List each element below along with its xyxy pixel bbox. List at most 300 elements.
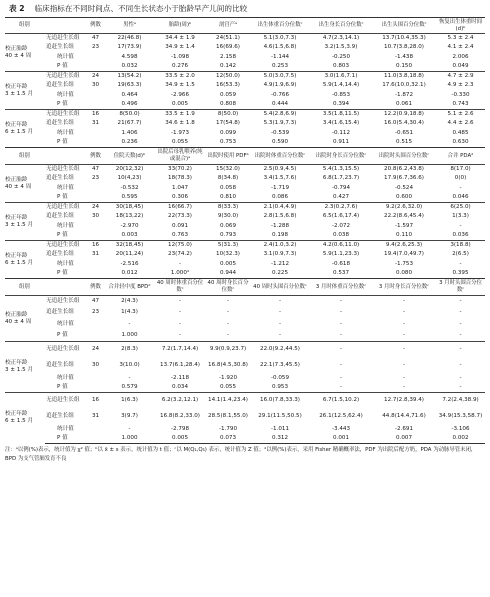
value-cell: -0.853 [331,91,351,98]
count-cell: 16 [86,241,105,251]
row-label: 追赶生长组 [46,251,74,258]
value-cell: 33.5 ± 2.0 [154,72,206,82]
row-label: 无追赶生长组 [45,342,86,358]
column-header: 3 月时头围百分位数ᶜ [436,279,485,296]
row-label: 无追赶生长组 [45,203,86,213]
count-cell [86,91,105,101]
value-cell: 0.464 [121,91,138,98]
value-cell: - [340,374,343,381]
value-cell: 4.2(0.6,11.0) [310,241,372,251]
header-row [5,279,485,296]
row-label: 追赶生长组 [46,413,74,420]
value-cell: 22.2(8.6,45.4) [384,213,424,220]
row-label: 统计值 [57,374,74,381]
value-cell: -1.212 [270,260,290,267]
value-cell: 0.312 [250,434,310,444]
group-label-line: 校正年龄 [5,83,28,90]
column-header: 40 周时头围百分位数ᶜ [250,279,310,296]
group-label-line: 40 ± 4 周 [5,52,32,59]
column-header: 出院时头围百分位数ᶜ [372,148,436,165]
value-cell: -1.288 [270,222,290,229]
value-cell: - [403,374,406,381]
group-label-line: 校正胎龄 [5,45,28,52]
count-cell [86,434,105,444]
value-cell: 0.630 [452,139,469,146]
value-cell: - [459,384,462,391]
column-header: 男性ᵃ [105,18,154,34]
value-cell: 34.9 ± 1.4 [165,44,195,51]
row-label: 统计值 [57,425,74,432]
value-cell: 0.515 [396,139,413,146]
value-cell: -1.098 [170,53,190,60]
catch-up-row [5,110,485,120]
count-cell [86,129,105,139]
statistic-row [5,91,485,101]
column-header: 出生身长百分位数ᶜ [310,18,372,34]
value-cell: - [206,296,250,308]
row-label: 追赶生长组 [46,120,74,127]
value-cell: 3.5(1.8,11.5) [310,110,372,120]
count-cell [86,374,105,384]
statistic-row [5,53,485,63]
value-cell: 29.1(11.5,50.5) [258,413,302,420]
value-cell: 0.055 [172,139,189,146]
value-cell: 13(54.2) [105,72,154,82]
row-label: P 值 [57,139,68,146]
group-header: 组别 [5,18,86,34]
value-cell: 4.7 ± 2.9 [436,72,485,82]
count-cell [86,319,105,331]
value-cell: 3.0(1.6,7.1) [310,72,372,82]
value-cell: 10(32.3) [216,251,240,258]
value-cell: 0.743 [452,101,469,108]
value-cell: 22.0(9.2,44.5) [250,342,310,358]
value-cell: - [128,374,131,381]
value-cell: 0.110 [396,232,413,239]
value-cell: 1(4.3) [121,309,138,316]
group-label [5,110,45,148]
value-cell: 20.8(6.2,43.8) [372,165,436,175]
count-cell [86,330,105,342]
value-cell: - [179,260,182,267]
value-cell: 6.5(1.6,17.4) [322,213,360,220]
statistic-row [5,319,485,331]
group-label-line: 6 ± 1.5 月 [5,128,34,135]
value-cell: 10(4,23) [117,175,142,182]
value-cell: - [154,296,206,308]
value-cell: -1.790 [218,425,238,432]
p-value-row [5,231,485,241]
value-cell: 28.5(8.1,55.0) [208,413,248,420]
value-cell: - [340,362,343,369]
value-cell: 9.2(2.6,32.0) [372,203,436,213]
column-header: 40 周时体重百分位数ᶜ [154,279,206,296]
value-cell: -3.106 [451,425,470,432]
value-cell: -1.597 [394,222,414,229]
row-label: P 值 [57,63,68,70]
value-cell: 12(75.0) [154,241,206,251]
value-cell: 8(50.0) [206,110,250,120]
value-cell: 8(17.0) [436,165,485,175]
value-cell: 0.810 [220,194,237,201]
group-label [5,342,45,393]
value-cell: 26.1(12.5,62.4) [319,413,363,420]
value-cell: 2.4(1.0,3.2) [250,241,310,251]
value-cell: 4.7(2.3,14.1) [310,34,372,44]
count-cell [86,222,105,232]
value-cell: - [459,332,462,339]
value-cell: 9.9(0.9,23.7) [206,342,250,358]
value-cell: 4.9(1.9,6.9) [263,82,297,89]
value-cell: 2.8(1.5,6.8) [263,213,297,220]
value-cell: 3(18.8) [436,241,485,251]
value-cell: 0.753 [220,139,237,146]
value-cell: - [279,320,282,327]
value-cell: 1(3.3) [452,213,469,220]
value-cell: 0.225 [272,270,289,277]
value-cell: 2(6.5) [452,251,469,258]
group-label-line: 校正胎龄 [5,176,28,183]
group-header: 组别 [5,279,86,296]
table-footnote: 注：ᵃ以例(%)表示，统计值为 χ² 值；ᵇ以 x̄ ± s 表示，统计值为 t 值；ᶜ以 M(Q₁,Q₃) 表示，统计值为 Z 值；ᵈ以例(%)表示，采用 Fisher 精确概率法，PDF 为出院后配方奶，PDA 为动脉导管未闭，BPD 为支气管肺发育不良 [5,447,477,462]
value-cell: 0.150 [396,63,413,70]
row-label: 追赶生长组 [46,175,74,182]
value-cell: 12.2(0.9,18.8) [372,110,436,120]
value-cell: - [310,296,372,308]
value-cell: 16.0(5.4,30.4) [384,120,424,127]
header-row [5,148,485,165]
value-cell: 0.091 [172,222,189,229]
value-cell: 0.058 [220,184,237,191]
value-cell: 15(32.0) [206,165,250,175]
value-cell: - [459,374,462,381]
value-cell: 2(4.3) [105,296,154,308]
count-cell: 31 [91,251,100,258]
column-header: 40 周时身长百分位数ᶜ [206,279,250,296]
value-cell: 0.496 [121,101,138,108]
value-cell: - [179,309,182,316]
value-cell: 0.034 [172,384,189,391]
no-catch-up-row [5,307,485,319]
catch-up-row [5,203,485,213]
value-cell: 4.1 ± 2.4 [447,44,474,51]
value-cell: 8(34.8) [217,175,239,182]
value-cell: 3.1(0.9,7.3) [263,251,297,258]
value-cell: 5.3 ± 2.4 [436,34,485,44]
value-cell: 0.005 [154,434,206,444]
value-cell: 4.6(1.5,6.8) [263,44,297,51]
value-cell: - [310,342,372,358]
value-cell: 13.7(6.1,28.4) [160,362,200,369]
catch-up-row [5,241,485,251]
p-value-row [5,193,485,203]
value-cell: - [403,362,406,369]
p-value-row [5,62,485,72]
value-cell: 0.073 [206,434,250,444]
value-cell: - [279,309,282,316]
row-label: 无追赶生长组 [45,393,86,409]
column-header: 恢复出生体重时间(d)ᵇ [436,18,485,34]
value-cell: 34.6 ± 1.8 [165,120,195,127]
group-label-line: 校正年龄 [5,411,28,418]
value-cell: 5.9(1.1,23.3) [322,251,360,258]
count-cell: 23 [91,175,100,182]
value-cell: 33.5 ± 1.9 [154,110,206,120]
value-cell: -2.691 [394,425,414,432]
column-header: 合并 PDAᵈ [436,148,485,165]
value-cell: -2.970 [120,222,139,229]
group-label-line: 40 ± 4 周 [5,318,32,325]
row-label: P 值 [57,332,68,339]
value-cell: 2(8.3) [105,342,154,358]
count-cell [86,53,105,63]
value-cell: 16(69.6) [216,44,240,51]
value-cell: 30(18,45) [105,203,154,213]
group-label [5,34,45,72]
value-cell: -2.516 [120,260,139,267]
count-header: 例数 [86,279,105,296]
value-cell: 17.6(10.0,32.1) [382,82,426,89]
count-cell [86,62,105,72]
value-cell: 16(53.3) [216,82,240,89]
header-row [5,18,485,34]
value-cell: 0.427 [333,194,350,201]
value-cell: 2.158 [220,53,237,60]
count-cell [86,184,105,194]
catch-up-row [5,165,485,175]
value-cell: 6.2(3.2,12.1) [154,393,206,409]
no-catch-up-row [5,81,485,91]
value-cell: -0.330 [451,91,470,98]
group-label-line: 校正年龄 [5,360,28,366]
catch-up-row [5,34,485,44]
count-cell: 16 [86,110,105,120]
no-catch-up-row [5,174,485,184]
count-cell: 47 [86,165,105,175]
value-cell: 8(33.3) [206,203,250,213]
value-cell: 17(73.9) [117,44,142,51]
column-header: 出院时身长百分位数ᶜ [310,148,372,165]
value-cell: -1.753 [394,260,414,267]
value-cell: -1.920 [218,374,238,381]
value-cell: -0.059 [270,374,290,381]
value-cell: 0.590 [272,139,289,146]
statistic-row [5,374,485,384]
column-header: 出院后母乳喂养(纯或混合)ᵃ [154,148,206,165]
value-cell: 0.099 [220,129,237,136]
group-label-line: 40 ± 4 周 [5,183,32,190]
value-cell: - [340,384,343,391]
count-cell: 31 [91,120,100,127]
value-cell: 0.001 [310,434,372,444]
value-cell: 12.7(2.8,39.4) [372,393,436,409]
value-cell: 0.395 [452,270,469,277]
column-header: 合并轻中度 BPDᵈ [105,279,154,296]
value-cell: 34.9(15.3,58.7) [438,413,483,420]
value-cell: - [372,342,436,358]
statistic-row [5,260,485,270]
value-cell: 16(66.7) [154,203,206,213]
table-caption: 临床指标在不同时间点、不同生长状态小于胎龄早产儿间的比较 [34,4,248,13]
value-cell: - [340,320,343,327]
row-label: 无追赶生长组 [45,72,86,82]
value-cell: 5.3(1.9,7.3) [263,120,297,127]
value-cell: -0.766 [270,91,290,98]
value-cell: 1.000 [105,434,154,444]
value-cell: -1.719 [270,184,290,191]
value-cell: 4.598 [121,53,138,60]
value-cell: -0.651 [394,129,414,136]
row-label: P 值 [57,194,68,201]
value-cell: 2.006 [452,53,469,60]
value-cell: 5.1(3.0,7.3) [250,34,310,44]
value-cell: 23(74.2) [168,251,192,258]
column-header: 胎龄(周)ᵇ [154,18,206,34]
table-title [5,3,485,17]
value-cell: 0.007 [372,434,436,444]
column-header: 出生头围百分位数ᶜ [372,18,436,34]
group-label [5,393,45,444]
value-cell: 0.911 [333,139,350,146]
value-cell: 2.3(0.2,7.6) [310,203,372,213]
value-cell: 0.069 [220,222,237,229]
count-cell: 24 [86,203,105,213]
value-cell: 4.4 ± 2.6 [447,120,474,127]
row-label: 统计值 [57,53,74,60]
value-cell: 0.046 [452,194,469,201]
p-value-row [5,330,485,342]
value-cell: - [459,184,462,191]
no-catch-up-row [5,409,485,425]
row-label: 统计值 [57,184,74,191]
value-cell: 0.059 [220,91,237,98]
group-label-line: 校正年龄 [5,121,28,128]
column-header: 出院时体重百分位数ᶜ [250,148,310,165]
value-cell: 0.394 [333,101,350,108]
count-cell: 30 [91,82,100,89]
value-cell: - [279,332,282,339]
no-catch-up-row [5,43,485,53]
count-cell [86,231,105,241]
value-cell: - [403,332,406,339]
value-cell: - [340,309,343,316]
value-cell: 1.000ᵈ [170,270,190,277]
group-label-line: 3 ± 1.5 月 [5,367,34,373]
value-cell: 20(11,24) [115,251,144,258]
statistic-row [5,222,485,232]
value-cell: 0.803 [333,63,350,70]
value-cell: - [340,332,343,339]
value-cell: 0.003 [121,232,138,239]
count-cell: 16 [86,393,105,409]
value-cell: 19(63.3) [117,82,142,89]
value-cell: 1.406 [121,129,138,136]
value-cell: 22(73.3) [168,213,192,220]
value-cell: 5.1 ± 2.6 [436,110,485,120]
catch-up-row [5,296,485,308]
statistic-row [5,184,485,194]
value-cell: -2.072 [331,222,351,229]
group-label-line: 校正年龄 [5,214,28,221]
value-cell: - [459,309,462,316]
value-cell: 0.005 [220,260,237,267]
value-cell: - [436,296,485,308]
value-cell: 0.763 [172,232,189,239]
count-cell: 24 [86,72,105,82]
value-cell: 0.036 [452,232,469,239]
row-label: 统计值 [57,260,74,267]
value-cell: -1.872 [394,91,414,98]
column-header: 剖宫产ᵃ [206,18,250,34]
p-value-row [5,383,485,393]
value-cell: -2.966 [170,91,190,98]
value-cell: 0.600 [396,194,413,201]
column-header: 3 月时体重百分位数ᶜ [310,279,372,296]
value-cell: 33(70.2) [154,165,206,175]
group-label-line: 3 ± 1.5 月 [5,90,34,97]
value-cell: 22.1(7.3,45.5) [260,362,300,369]
value-cell: 0.444 [272,101,289,108]
value-cell: 5(31.3) [206,241,250,251]
statistic-row [5,425,485,435]
row-label: 无追赶生长组 [45,241,86,251]
count-cell: 23 [91,309,100,316]
value-cell: 5.4(1.3,15.5) [310,165,372,175]
value-cell: 9(30.0) [217,213,239,220]
group-label [5,72,45,110]
value-cell: 0.049 [452,63,469,70]
row-label: P 值 [57,101,68,108]
group-label-line: 校正年龄 [5,252,28,259]
table-number: 表 2 [9,4,25,13]
value-cell: 0.595 [121,194,138,201]
value-cell: - [250,296,310,308]
value-cell: 16.8(4.5,30.8) [208,362,248,369]
value-cell: -1.144 [270,53,290,60]
count-cell [86,193,105,203]
value-cell: 3(9.7) [121,413,138,420]
count-cell [86,269,105,279]
value-cell: - [227,309,230,316]
value-cell: 9.4(2.6,25.3) [372,241,436,251]
row-label: 统计值 [57,320,74,327]
value-cell: 7.2(1.7,14.4) [154,342,206,358]
count-header: 例数 [86,148,105,165]
value-cell: 7.2(2.4,38.9) [436,393,485,409]
value-cell: 34.9 ± 1.5 [165,82,195,89]
value-cell: 1.000 [121,332,138,339]
value-cell: - [227,332,230,339]
value-cell: -0.532 [120,184,139,191]
value-cell: - [403,309,406,316]
row-label: 追赶生长组 [46,82,74,89]
count-cell: 30 [91,213,100,220]
catch-up-row [5,72,485,82]
value-cell: - [227,320,230,327]
count-cell [86,260,105,270]
value-cell: - [459,362,462,369]
row-label: 追赶生长组 [46,309,74,316]
count-cell [86,425,105,435]
count-cell: 47 [86,296,105,308]
value-cell: - [179,332,182,339]
no-catch-up-row [5,212,485,222]
value-cell: -2.798 [170,425,190,432]
value-cell: 5.4(2.8,6.9) [250,110,310,120]
value-cell: - [128,320,131,327]
value-cell: 8(50.0) [105,110,154,120]
value-cell: 0.236 [121,139,138,146]
